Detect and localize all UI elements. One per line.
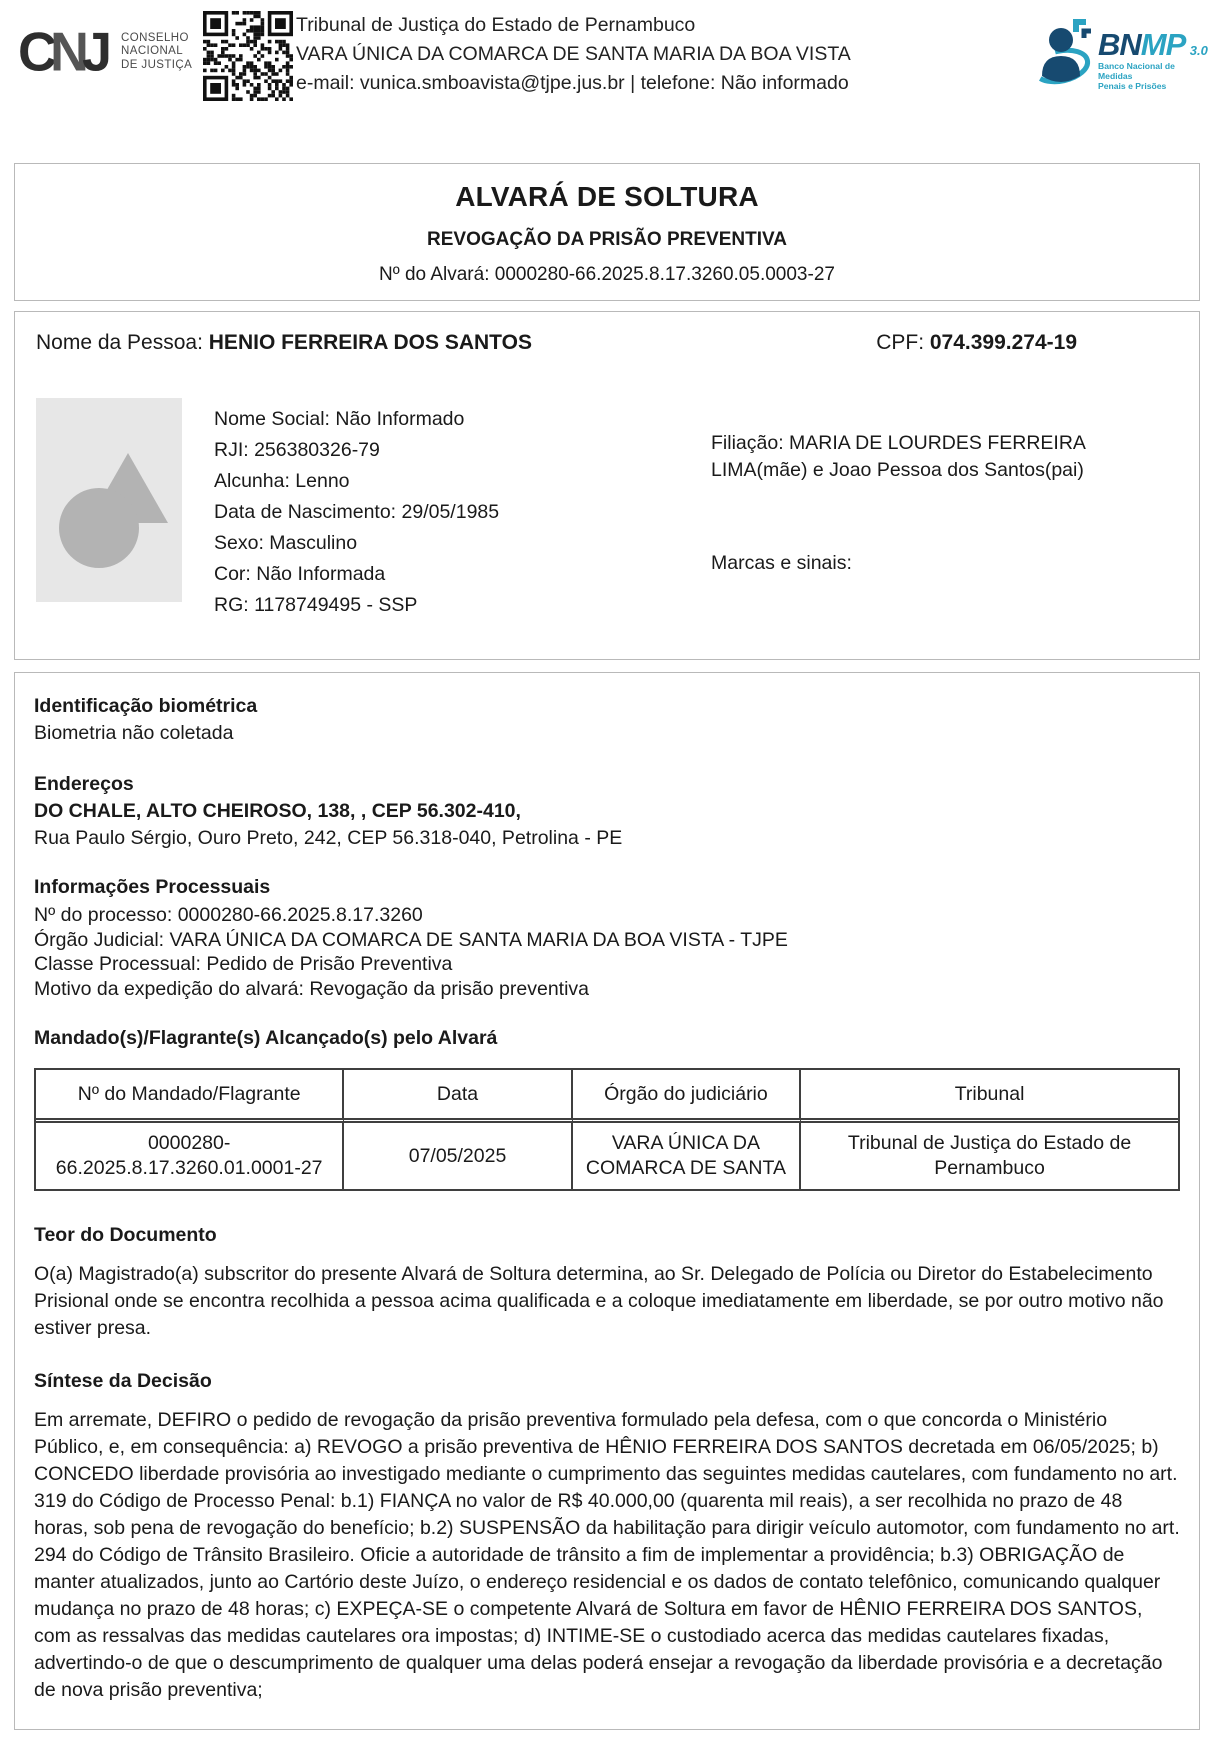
info-processuais-heading: Informações Processuais xyxy=(34,876,271,898)
photo-placeholder-icon xyxy=(36,398,182,602)
cnj-logo-label: CONSELHO NACIONAL DE JUSTIÇA xyxy=(121,31,193,71)
marcas-e-sinais: Marcas e sinais: xyxy=(711,552,852,574)
detail-nascimento: Data de Nascimento: 29/05/1985 xyxy=(214,501,500,523)
teor-paragraph: O(a) Magistrado(a) subscritor do presente Alvará de Soltura determina, ao Sr. Delegado de Polícia ou Diretor do Estabelecimento Prisional onde se encontra recolhida a pessoa acima qualificada e a coloque imediatamente em liberdade, se por outro motivo não estiver presa. xyxy=(34,1263,1164,1339)
teor-heading: Teor do Documento xyxy=(34,1224,217,1246)
court-name: Tribunal de Justiça do Estado de Pernambuco xyxy=(296,14,696,36)
detail-rg: RG: 1178749495 - SSP xyxy=(214,594,418,616)
photo-placeholder xyxy=(36,398,182,602)
bnmp-logo xyxy=(1032,16,1210,96)
detail-sexo: Sexo: Masculino xyxy=(214,532,358,554)
cnj-logo-icon: CNJ xyxy=(18,21,106,83)
person-name-line: Nome da Pessoa: HENIO FERREIRA DOS SANTOS xyxy=(36,331,532,354)
info-processuais-lines xyxy=(34,903,1180,1001)
biometria-heading: Identificação biométrica xyxy=(34,695,258,717)
document-subtitle: REVOGAÇÃO DA PRISÃO PREVENTIVA xyxy=(427,229,787,250)
cnj-logo xyxy=(18,21,193,83)
bnmp-subtitle: Banco Nacional de Medidas Penais e Prisões xyxy=(1098,61,1175,91)
bnmp-version: 3.0 xyxy=(1189,43,1208,58)
processo-numero: Nº do processo: 0000280-66.2025.8.17.3260 xyxy=(34,904,423,926)
alvara-number: Nº do Alvará: 0000280-66.2025.8.17.3260.05.0003-27 xyxy=(379,264,835,285)
page-header xyxy=(0,0,1214,140)
person-cpf-line: CPF: 074.399.274-19 xyxy=(876,331,1077,354)
bnmp-person-icon xyxy=(1032,18,1096,86)
motivo-expedicao: Motivo da expedição do alvará: Revogação da prisão preventiva xyxy=(34,977,590,1000)
cell-tribunal: Tribunal de Justiça do Estado de Pernambuco xyxy=(847,1132,1132,1179)
person-cpf: 074.399.274-19 xyxy=(929,331,1077,354)
document-title: ALVARÁ DE SOLTURA xyxy=(455,181,759,212)
endereco-secundario: Rua Paulo Sérgio, Ouro Preto, 242, CEP 56.318-040, Petrolina - PE xyxy=(34,827,623,849)
court-info xyxy=(296,12,858,97)
table-header-row xyxy=(36,1070,1178,1123)
enderecos-heading: Endereços xyxy=(34,773,134,795)
table-row xyxy=(36,1123,1178,1189)
table-header-orgao: Órgão do judiciário xyxy=(573,1070,801,1123)
person-name: HENIO FERREIRA DOS SANTOS xyxy=(208,331,532,354)
biometria-text: Biometria não coletada xyxy=(34,722,234,744)
table-header-mandado: Nº do Mandado/Flagrante xyxy=(36,1070,344,1123)
cell-orgao: VARA ÚNICA DA COMARCA DE SANTA xyxy=(573,1123,801,1189)
table-header-tribunal: Tribunal xyxy=(801,1070,1178,1123)
table-header-data: Data xyxy=(344,1070,572,1123)
sintese-paragraph: Em arremate, DEFIRO o pedido de revogação da prisão preventiva formulado pela defesa, com o que concorda o Ministério Público, e, em consequência: a) REVOGO a prisão preventiva de HÊNIO FERREIRA DOS SANTOS decretada em 06/05/2025; b) CONCEDO liberdade provisória ao investigado mediante o cumprimento das seguintes medidas cautelares, com fundamento no art. 319 do Código de Processo Penal: b.1) FIANÇA no valor de R$ 40.000,00 (quarenta mil reais), a ser recolhida no prazo de 48 horas, sob pena de revogação do benefício; b.2) SUSPENSÃO da habilitação para dirigir veículo automotor, com fundamento no art. 294 do Código de Trânsito Brasileiro. Oficie a autoridade de trânsito a fim de implementar a providência; b.3) OBRIGAÇÃO de manter atualizados, junto ao Cartório deste Juízo, o endereço residencial e os dados de contato telefônico, comunicando qualquer mudança no prazo de 48 horas; c) EXPEÇA-SE o competente Alvará de Soltura em favor de HÊNIO FERREIRA DOS SANTOS, com as ressalvas das medidas cautelares ora impostas; d) INTIME-SE o custodiado acerca das medidas cautelares fixadas, advertindo-o de que o descumprimento de qualquer uma delas poderá ensejar a revogação da liberdade provisória e a decretação de nova prisão preventiva; xyxy=(34,1409,1180,1701)
person-box xyxy=(14,311,1200,660)
mandados-table xyxy=(34,1068,1180,1191)
person-details xyxy=(214,404,499,621)
person-filiacao: Filiação: MARIA DE LOURDES FERREIRA LIMA(mãe) e Joao Pessoa dos Santos(pai) xyxy=(711,432,1085,481)
detail-nome-social: Nome Social: Não Informado xyxy=(214,408,465,430)
sintese-heading: Síntese da Decisão xyxy=(34,1370,212,1392)
endereco-principal: DO CHALE, ALTO CHEIROSO, 138, , CEP 56.302-410, xyxy=(34,800,521,822)
detail-alcunha: Alcunha: Lenno xyxy=(214,470,350,492)
qr-code-icon xyxy=(203,11,293,101)
court-unit: VARA ÚNICA DA COMARCA DE SANTA MARIA DA BOA VISTA xyxy=(296,43,851,65)
mandados-heading: Mandado(s)/Flagrante(s) Alcançado(s) pelo Alvará xyxy=(34,1027,498,1049)
detail-cor: Cor: Não Informada xyxy=(214,563,386,585)
court-contact: e-mail: vunica.smboavista@tjpe.jus.br | telefone: Não informado xyxy=(296,72,849,94)
cell-mandado-numero: 0000280-66.2025.8.17.3260.01.0001-27 xyxy=(36,1123,344,1189)
orgao-judicial: Órgão Judicial: VARA ÚNICA DA COMARCA DE SANTA MARIA DA BOA VISTA - TJPE xyxy=(34,928,788,951)
cell-data: 07/05/2025 xyxy=(344,1123,572,1189)
main-box xyxy=(14,672,1200,1730)
detail-rji: RJI: 256380326-79 xyxy=(214,439,380,461)
title-box xyxy=(14,163,1200,301)
classe-processual: Classe Processual: Pedido de Prisão Preventiva xyxy=(34,953,453,975)
bnmp-logo-text: BNMP 3.0 Banco Nacional de Medidas Penais e Prisões xyxy=(1098,30,1210,91)
